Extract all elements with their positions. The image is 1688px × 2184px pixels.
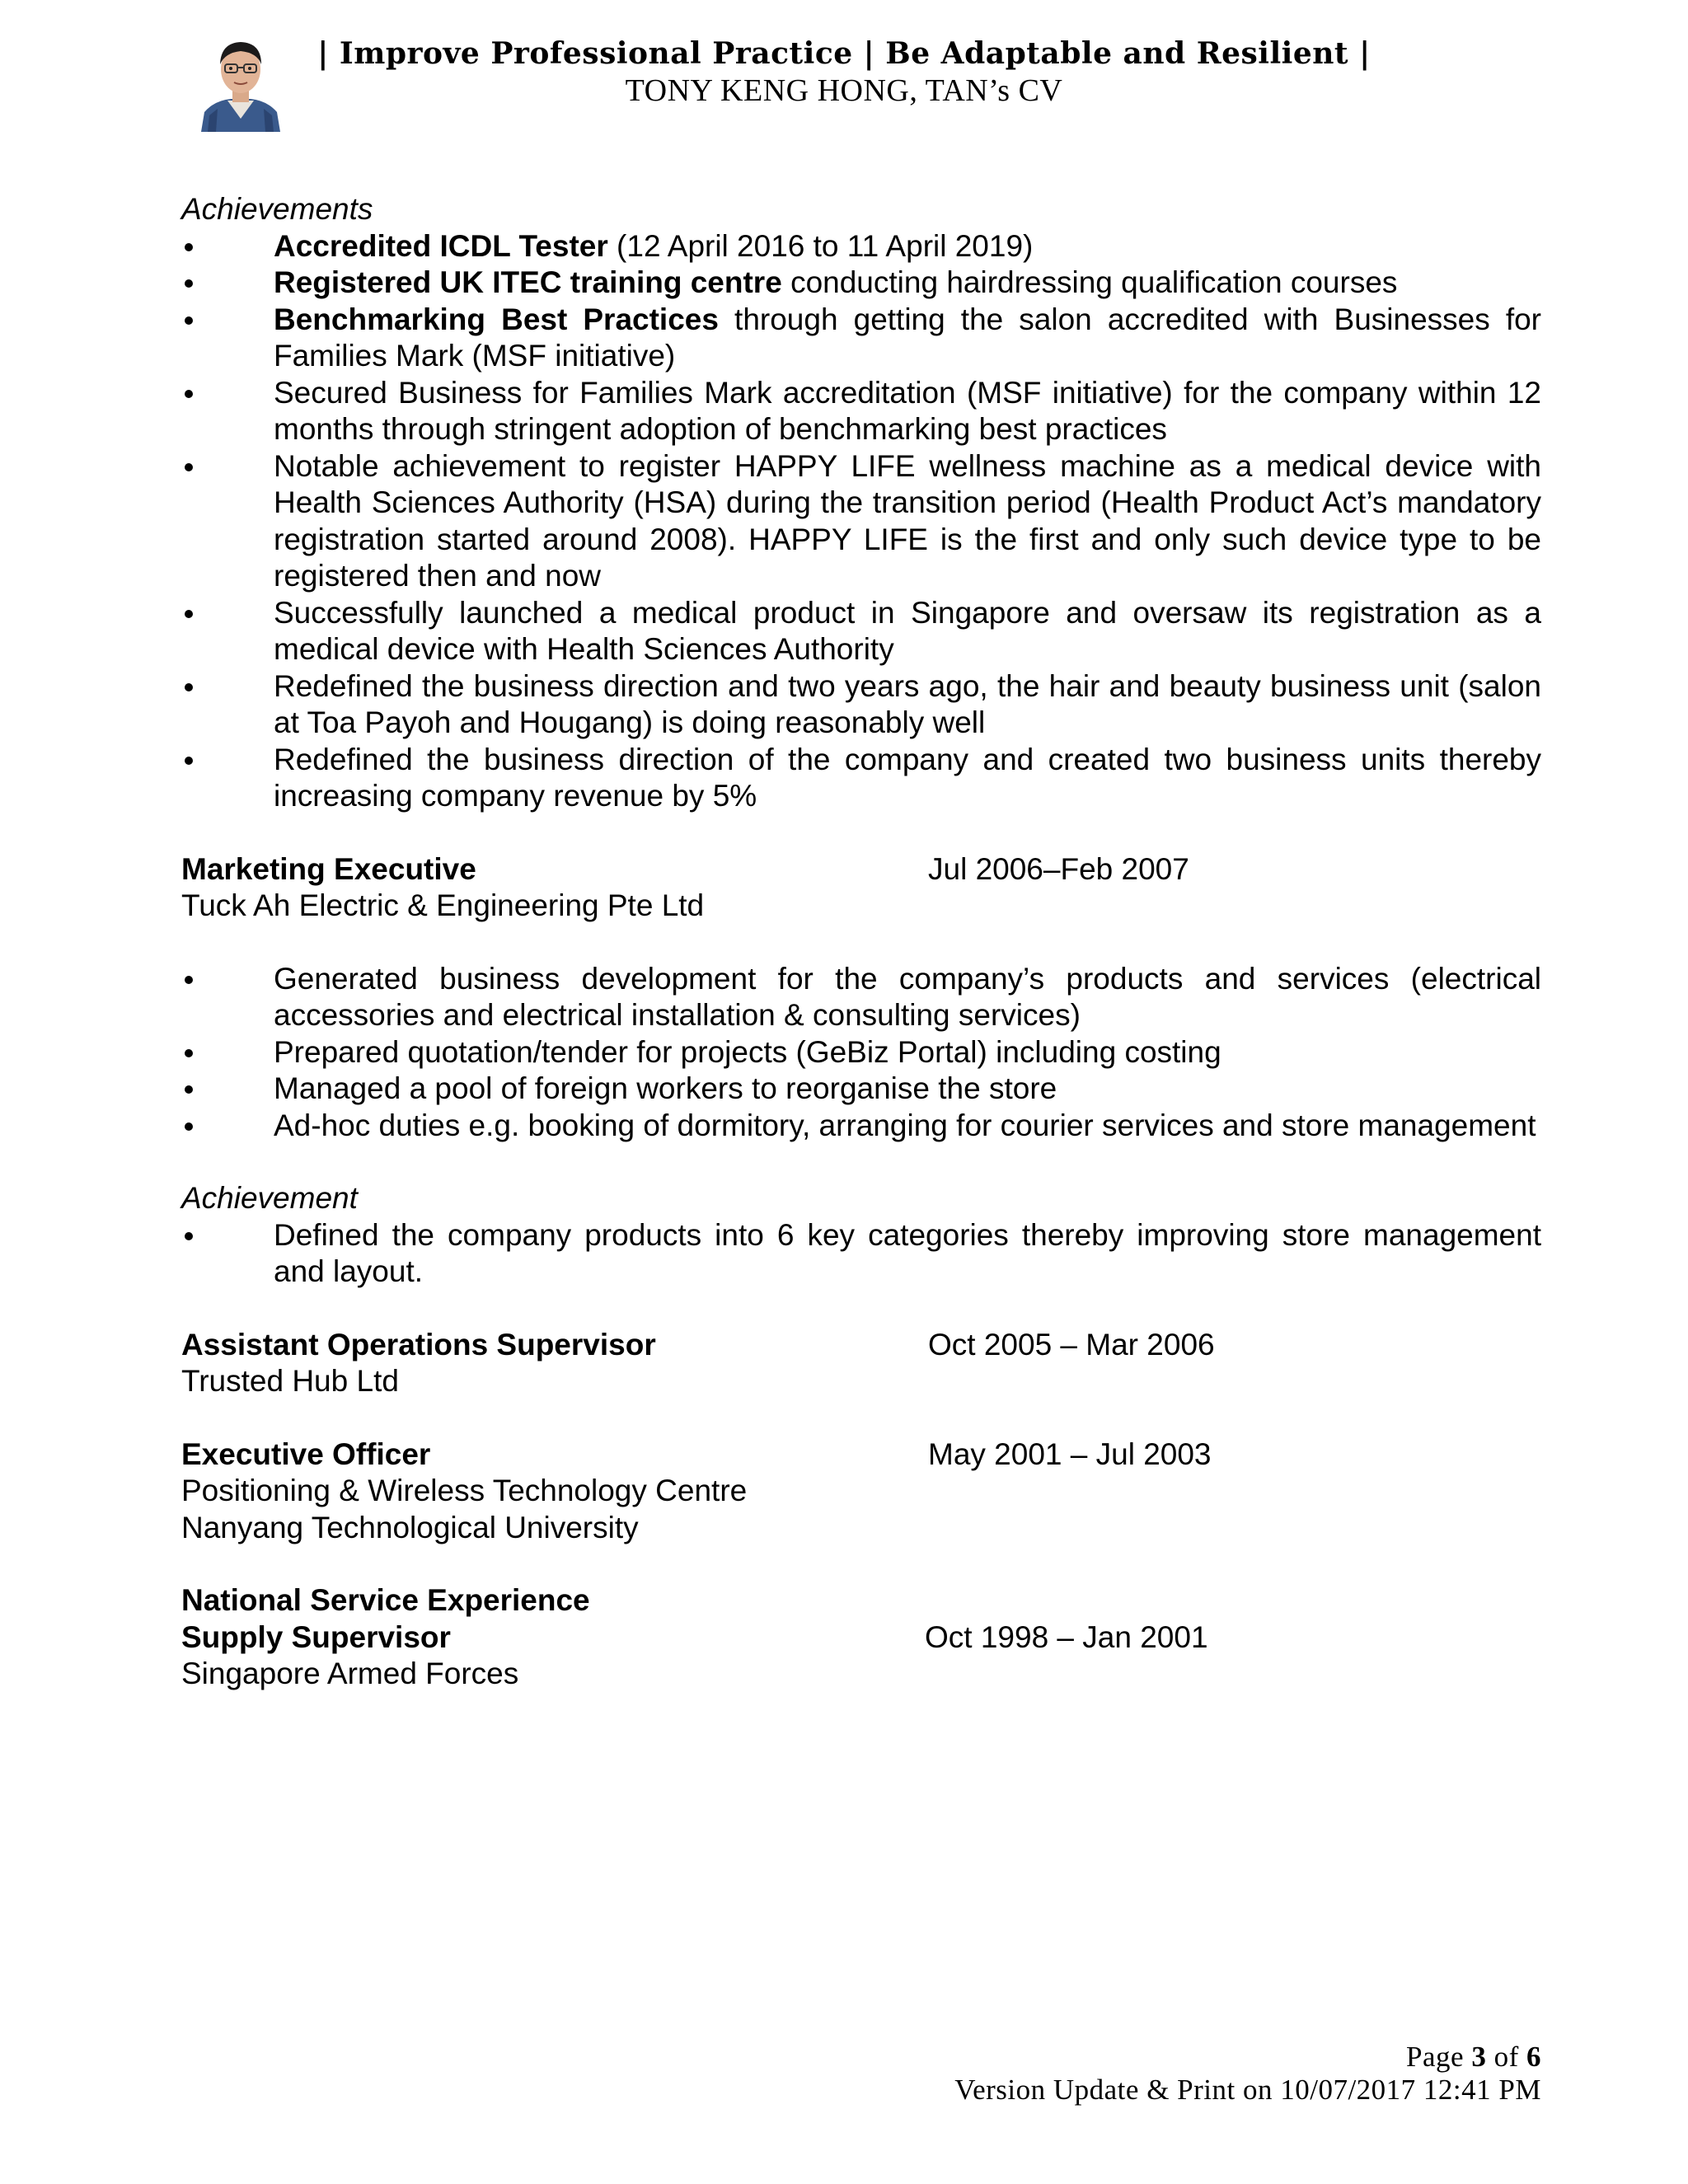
header-tagline: | Improve Professional Practice | Be Adaptable and Resilient | <box>317 36 1371 71</box>
item-bold-text: Benchmarking Best Practices <box>274 302 719 336</box>
achievement-heading: Achievement <box>181 1181 358 1215</box>
job-marketing-executive <box>181 851 1541 888</box>
version-line: Version Update & Print on 10/07/2017 12:41 PM <box>954 2074 1541 2106</box>
item-text: Secured Business for Families Mark accreditation (MSF initiative) for the company within 12 months through stringent adoption of benchmarking best practices <box>274 375 1541 446</box>
job-assistant-operations-supervisor <box>181 1327 1541 1364</box>
list-item <box>181 595 1541 668</box>
cv-title: TONY KENG HONG, TAN’s CV <box>625 73 1063 108</box>
achievements-list <box>181 228 1541 815</box>
page-of: of <box>1493 2041 1519 2073</box>
company-name: Tuck Ah Electric & Engineering Pte Ltd <box>181 888 705 922</box>
page-word: Page <box>1406 2041 1465 2073</box>
list-item: Defined the company products into 6 key categories thereby improving store management and layout. <box>181 1217 1541 1291</box>
job-supply-supervisor <box>181 1619 1541 1657</box>
item-text: Redefined the business direction of the company and created two business units thereby increasing company revenue by 5% <box>274 742 1541 813</box>
list-item <box>181 668 1541 742</box>
list-item <box>181 742 1541 815</box>
item-text: conducting hairdressing qualification courses <box>781 265 1398 299</box>
page-header <box>0 35 1688 109</box>
job-title: Supply Supervisor <box>181 1619 451 1654</box>
job-dates: Oct 1998 – Jan 2001 <box>925 1619 1208 1654</box>
organisation-line: Nanyang Technological University <box>181 1510 639 1544</box>
item-bold-text: Registered UK ITEC training centre <box>274 265 782 299</box>
cv-content <box>181 191 1541 1693</box>
organisation-line: Positioning & Wireless Technology Centre <box>181 1474 748 1507</box>
list-item: Ad-hoc duties e.g. booking of dormitory, arranging for courier services and store management <box>181 1108 1541 1145</box>
item-text: (12 April 2016 to 11 April 2019) <box>607 228 1034 263</box>
list-item: Generated business development for the company’s products and services (electrical accessories and electrical installation & consulting services) <box>181 961 1541 1034</box>
marketing-achievements-list <box>181 1217 1541 1291</box>
list-item <box>181 448 1541 595</box>
organisation-line: Singapore Armed Forces <box>181 1657 519 1690</box>
duties-list <box>181 961 1541 1145</box>
list-item <box>181 302 1541 375</box>
job-title: Executive Officer <box>181 1436 431 1471</box>
job-dates: May 2001 – Jul 2003 <box>928 1436 1212 1471</box>
list-item <box>181 375 1541 448</box>
list-item <box>181 228 1541 265</box>
achievements-heading: Achievements <box>181 192 373 226</box>
item-text: Notable achievement to register HAPPY LIFE wellness machine as a medical device with Health Sciences Authority (HSA) during the transition period (Health Product Act’s mandatory registration started around 2008). HAPPY LIFE is the first and only such device type to be registered then and now <box>274 448 1541 593</box>
job-title: Assistant Operations Supervisor <box>181 1327 656 1361</box>
list-item: Managed a pool of foreign workers to reorganise the store <box>181 1071 1541 1108</box>
company-name: Trusted Hub Ltd <box>181 1364 399 1398</box>
page-number <box>954 2041 1541 2074</box>
page-total: 6 <box>1526 2041 1541 2073</box>
national-service-heading: National Service Experience <box>181 1583 590 1617</box>
job-executive-officer <box>181 1436 1541 1474</box>
item-bold-text: Accredited ICDL Tester <box>274 228 608 263</box>
job-title: Marketing Executive <box>181 851 476 886</box>
job-dates: Jul 2006–Feb 2007 <box>928 851 1189 886</box>
list-item <box>181 265 1541 302</box>
item-text: Redefined the business direction and two years ago, the hair and beauty business unit (salon at Toa Payoh and Hougang) is doing reasonably well <box>274 668 1541 739</box>
list-item: Prepared quotation/tender for projects (GeBiz Portal) including costing <box>181 1034 1541 1071</box>
page-current: 3 <box>1471 2041 1487 2073</box>
item-text: Successfully launched a medical product in Singapore and oversaw its registration as a medical device with Health Sciences Authority <box>274 595 1541 666</box>
item-text: through getting the salon accredited with Businesses for Families Mark (MSF initiative) <box>274 302 1541 373</box>
page-footer <box>954 2041 1541 2107</box>
job-dates: Oct 2005 – Mar 2006 <box>928 1327 1215 1361</box>
